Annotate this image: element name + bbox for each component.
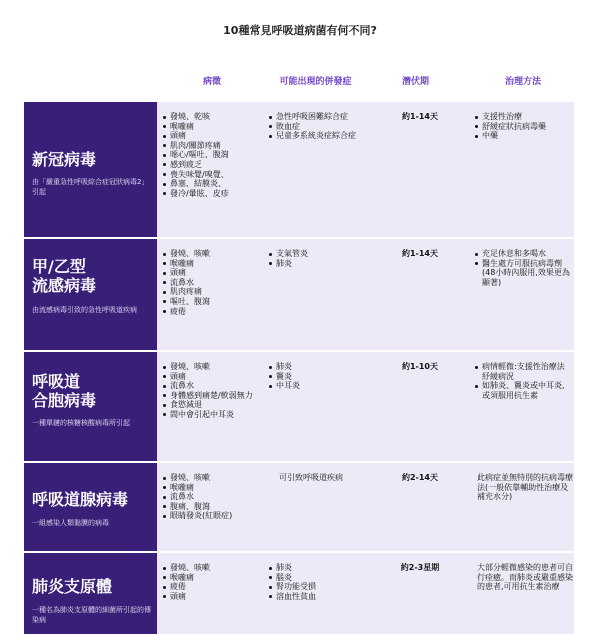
list-item: 肌肉/關節疼痛 [163, 141, 271, 151]
list-item: 嘔吐、腹瀉 [163, 297, 271, 307]
list-item: 竇炎 [269, 372, 374, 382]
list-item: 喉嚨痛 [163, 573, 271, 583]
list-item: 發燒、乾咳 [163, 112, 271, 122]
table-row [24, 239, 574, 352]
disease-cell [24, 352, 157, 463]
disease-description: 一種單鏈的核糖核酸病毒所引起 [32, 419, 130, 427]
disease-cell [24, 102, 157, 239]
symptoms-cell [163, 112, 271, 198]
list-item: 支援性治療 [475, 112, 571, 122]
list-item: 如肺炎、竇炎或中耳炎,或須服用抗生素 [475, 381, 571, 400]
info-cells [157, 463, 574, 553]
list-item: 頭痛 [163, 372, 271, 382]
table-row [24, 102, 574, 239]
symptoms-cell [163, 249, 271, 316]
disease-description: 由流感病毒引致的急性呼吸道疾病 [32, 306, 137, 314]
symptoms-cell [163, 563, 271, 601]
info-cells [157, 102, 574, 239]
list-item: 急性呼吸困難綜合症 [269, 112, 374, 122]
disease-name: 肺炎支原體 [32, 577, 113, 596]
symptoms-cell [163, 473, 271, 521]
disease-cell [24, 553, 157, 634]
complications-cell [269, 362, 374, 391]
page-title: 10種常見呼吸道病菌有何不同? [223, 24, 377, 37]
list-item: 間中會引起中耳炎 [163, 410, 271, 420]
treatment-cell: 此病症並無特別的抗病毒療法(一般依靠輔助性治療及補充水分) [477, 473, 573, 502]
list-item: 病情輕微:支援性治療法紓緩病況 [475, 362, 571, 381]
table-row [24, 463, 574, 553]
disease-description: 一組感染人類黏膜的病毒 [32, 519, 109, 527]
list-item: 喉嚨痛 [163, 259, 271, 269]
list-item: 發冷/暈眩、皮疹 [163, 189, 271, 199]
complications-cell [269, 563, 374, 601]
disease-name: 甲/乙型 流感病毒 [32, 257, 97, 295]
header-treatment: 治理方法 [504, 77, 541, 87]
incubation-cell: 約2-3星期 [400, 563, 440, 572]
disease-name: 新冠病毒 [32, 150, 97, 169]
incubation-cell: 約2-14天 [401, 473, 439, 482]
table-row [24, 553, 574, 634]
list-item: 支氣管炎 [269, 249, 374, 259]
list-item: 腦炎 [269, 573, 374, 583]
list-item: 兒童多系統炎症綜合症 [269, 131, 374, 141]
header-symptoms: 病徵 [202, 77, 221, 87]
disease-name: 呼吸道腺病毒 [32, 490, 129, 509]
header-incubation: 潛伏期 [401, 77, 429, 87]
list-item: 醫生處方可服抗病毒劑(48小時內服用,效果更為顯著) [475, 259, 571, 288]
list-item: 發燒、咳嗽 [163, 249, 271, 259]
list-item: 溶血性貧血 [269, 592, 374, 602]
disease-name: 呼吸道 合胞病毒 [32, 372, 97, 410]
disease-cell [24, 239, 157, 352]
list-item: 流鼻水 [163, 492, 271, 502]
treatment-cell [475, 362, 571, 400]
incubation-cell: 約1-14天 [401, 249, 439, 258]
list-item: 中耳炎 [269, 381, 374, 391]
list-item: 流鼻水 [163, 381, 271, 391]
list-item: 肺炎 [269, 563, 374, 573]
incubation-cell: 約1-10天 [401, 362, 439, 371]
list-item: 肺炎 [269, 259, 374, 269]
list-item: 喉嚨痛 [163, 483, 271, 493]
list-item: 舒緩症狀抗病毒藥 [475, 122, 571, 132]
complications-cell: 可引致呼吸道疾病 [279, 473, 343, 482]
list-item: 腎功能受損 [269, 582, 374, 592]
complications-cell [269, 249, 374, 268]
list-item: 疲倦 [163, 307, 271, 317]
list-item: 喪失味覺/嗅覺、 [163, 170, 271, 180]
list-item: 肌肉疼痛 [163, 287, 271, 297]
info-cells [157, 553, 574, 634]
list-item: 中藥 [475, 131, 571, 141]
list-item: 疲倦 [163, 582, 271, 592]
list-item: 感到疲乏 [163, 160, 271, 170]
list-item: 身體感到痛楚/軟弱無力 [163, 391, 271, 401]
list-item: 發燒、咳嗽 [163, 563, 271, 573]
list-item: 發燒、咳嗽 [163, 362, 271, 372]
list-item: 頭痛 [163, 592, 271, 602]
complications-cell [269, 112, 374, 141]
disease-cell [24, 463, 157, 553]
disease-description: 一種名為肺炎支原體的細菌所引起的傳染病 [32, 606, 151, 624]
list-item: 發燒、咳嗽 [163, 473, 271, 483]
list-item: 頭痛 [163, 131, 271, 141]
list-item: 肺炎 [269, 362, 374, 372]
list-item: 充足休息和多喝水 [475, 249, 571, 259]
treatment-cell: 大部分輕微感染的患者可自行痊癒。而肺炎或嚴重感染的患者,可用抗生素治療 [477, 563, 573, 592]
list-item: 頭痛 [163, 268, 271, 278]
list-item: 喉嚨痛 [163, 122, 271, 132]
list-item: 食慾減退 [163, 400, 271, 410]
disease-description: 由「嚴重急性呼吸綜合症冠狀病毒2」引起 [32, 178, 149, 196]
treatment-cell [475, 112, 571, 141]
list-item: 眼睛發炎(紅眼症) [163, 511, 271, 521]
incubation-cell: 約1-14天 [401, 112, 439, 121]
info-cells [157, 239, 574, 352]
list-item: 流鼻水 [163, 278, 271, 288]
list-item: 敗血症 [269, 122, 374, 132]
info-cells [157, 352, 574, 463]
list-item: 腹痛、腹瀉 [163, 502, 271, 512]
symptoms-cell [163, 362, 271, 420]
header-complications: 可能出現的併發症 [279, 77, 352, 87]
list-item: 噁心/嘔吐、腹瀉 [163, 150, 271, 160]
list-item: 鼻塞、結膜炎、 [163, 179, 271, 189]
treatment-cell [475, 249, 571, 287]
table-row [24, 352, 574, 463]
